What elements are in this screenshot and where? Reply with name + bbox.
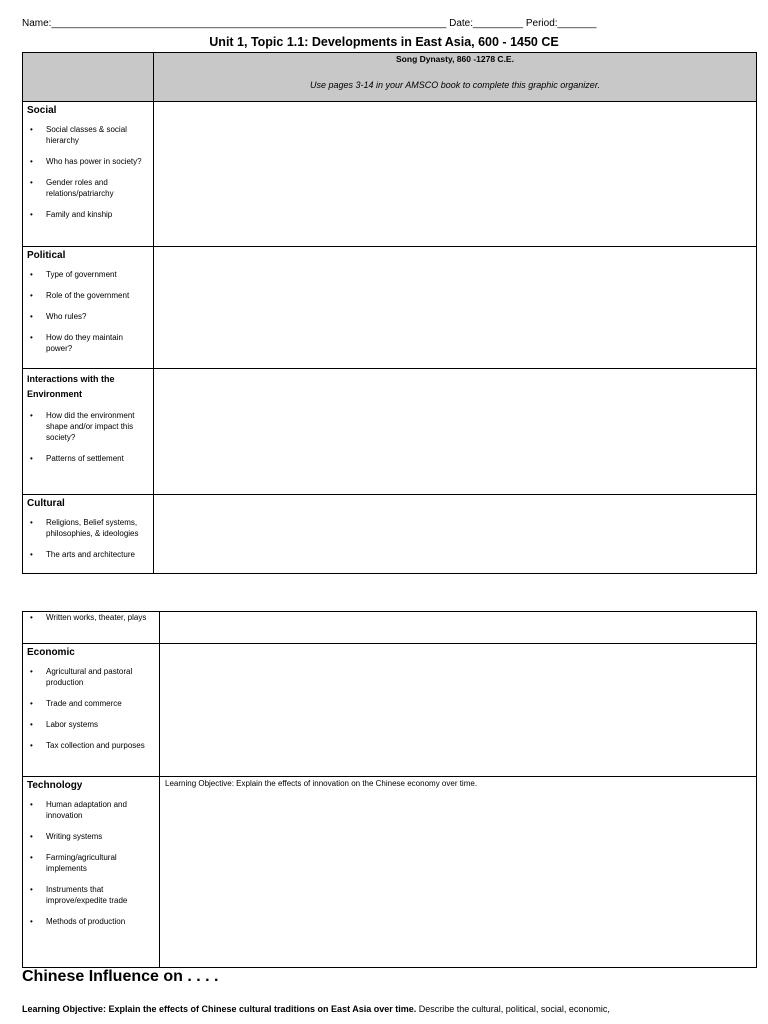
row-political bbox=[23, 247, 757, 369]
instructions-text: Use pages 3-14 in your AMSCO book to complete this graphic organizer. bbox=[310, 80, 600, 90]
list-item: • Farming/agricultural implements bbox=[26, 852, 156, 874]
header-corner-cell bbox=[23, 53, 154, 102]
list-item: • Writing systems bbox=[26, 831, 156, 842]
page-title: Unit 1, Topic 1.1: Developments in East Asia, 600 - 1450 CE bbox=[209, 35, 559, 49]
date-field[interactable]: _________ bbox=[473, 18, 524, 29]
cultural-cont-bullets bbox=[26, 612, 156, 623]
technology-answer-cell[interactable] bbox=[160, 777, 757, 968]
political-label-cell bbox=[23, 247, 154, 369]
list-item: • Type of government bbox=[26, 269, 150, 280]
list-item: • Written works, theater, plays bbox=[26, 612, 156, 623]
row-cultural-continued bbox=[23, 612, 757, 644]
list-item: • How do they maintain power? bbox=[26, 332, 150, 354]
list-item: • Who rules? bbox=[26, 311, 150, 322]
row-technology bbox=[23, 777, 757, 968]
list-item: • Role of the government bbox=[26, 290, 150, 301]
political-title: Political bbox=[27, 250, 66, 261]
list-item: • Labor systems bbox=[26, 719, 156, 730]
list-item: • Trade and commerce bbox=[26, 698, 156, 709]
political-bullets bbox=[26, 269, 150, 354]
list-item: • Agricultural and pastoral production bbox=[26, 666, 156, 688]
social-bullets bbox=[26, 124, 150, 220]
economic-label-cell bbox=[23, 644, 160, 777]
list-item: • Human adaptation and innovation bbox=[26, 799, 156, 821]
list-item: • Methods of production bbox=[26, 916, 156, 927]
student-info-line bbox=[22, 18, 762, 29]
table-header-row bbox=[23, 53, 757, 102]
political-answer-cell[interactable] bbox=[154, 247, 757, 369]
economic-answer-cell[interactable] bbox=[160, 644, 757, 777]
date-label: Date: bbox=[449, 18, 474, 29]
economic-title: Economic bbox=[27, 647, 75, 658]
bottom-learning-objective bbox=[22, 1004, 610, 1014]
environment-bullets bbox=[26, 410, 150, 464]
cultural-cont-answer-cell[interactable] bbox=[160, 612, 757, 644]
name-field[interactable]: _______________________________________________________________________ bbox=[51, 18, 447, 29]
header-dynasty-cell bbox=[154, 53, 757, 102]
list-item: • Tax collection and purposes bbox=[26, 740, 156, 751]
list-item: • Family and kinship bbox=[26, 209, 150, 220]
list-item: • Social classes & social hierarchy bbox=[26, 124, 150, 146]
social-title: Social bbox=[27, 105, 57, 116]
cultural-cont-label-cell bbox=[23, 612, 160, 644]
graphic-organizer-table-1 bbox=[22, 52, 757, 574]
name-label: Name: bbox=[22, 18, 52, 29]
list-item: • Gender roles and relations/patriarchy bbox=[26, 177, 150, 199]
technology-title: Technology bbox=[27, 780, 83, 791]
dynasty-title: Song Dynasty, 860 -1278 C.E. bbox=[396, 54, 514, 64]
list-item: • Patterns of settlement bbox=[26, 453, 150, 464]
row-economic bbox=[23, 644, 757, 777]
period-field[interactable]: _______ bbox=[557, 18, 597, 29]
row-environment bbox=[23, 369, 757, 495]
graphic-organizer-table-2 bbox=[22, 611, 757, 968]
technology-bullets bbox=[26, 799, 156, 927]
list-item: • Who has power in society? bbox=[26, 156, 150, 167]
objective-bold-text: Learning Objective: Explain the effects of Chinese cultural traditions on East Asia over time. bbox=[22, 1004, 417, 1014]
period-label: Period: bbox=[525, 18, 558, 29]
social-label-cell bbox=[23, 102, 154, 247]
cultural-bullets bbox=[26, 517, 150, 560]
list-item: • Instruments that improve/expedite trade bbox=[26, 884, 156, 906]
technology-objective: Learning Objective: Explain the effects of innovation on the Chinese economy over time. bbox=[165, 779, 478, 788]
economic-bullets bbox=[26, 666, 156, 751]
environment-label-cell bbox=[23, 369, 154, 495]
environment-answer-cell[interactable] bbox=[154, 369, 757, 495]
row-social bbox=[23, 102, 757, 247]
cultural-label-cell bbox=[23, 495, 154, 574]
technology-label-cell bbox=[23, 777, 160, 968]
row-cultural bbox=[23, 495, 757, 574]
influence-heading: Chinese Influence on . . . . bbox=[22, 968, 219, 985]
list-item: • The arts and architecture bbox=[26, 549, 150, 560]
objective-rest-text: Describe the cultural, political, social, economic, bbox=[416, 1004, 610, 1014]
cultural-answer-cell[interactable] bbox=[154, 495, 757, 574]
social-answer-cell[interactable] bbox=[154, 102, 757, 247]
list-item: • Religions, Belief systems, philosophies, & ideologies bbox=[26, 517, 150, 539]
list-item: • How did the environment shape and/or impact this society? bbox=[26, 410, 150, 443]
environment-title: Interactions with the Environment bbox=[27, 374, 115, 399]
cultural-title: Cultural bbox=[27, 498, 65, 509]
